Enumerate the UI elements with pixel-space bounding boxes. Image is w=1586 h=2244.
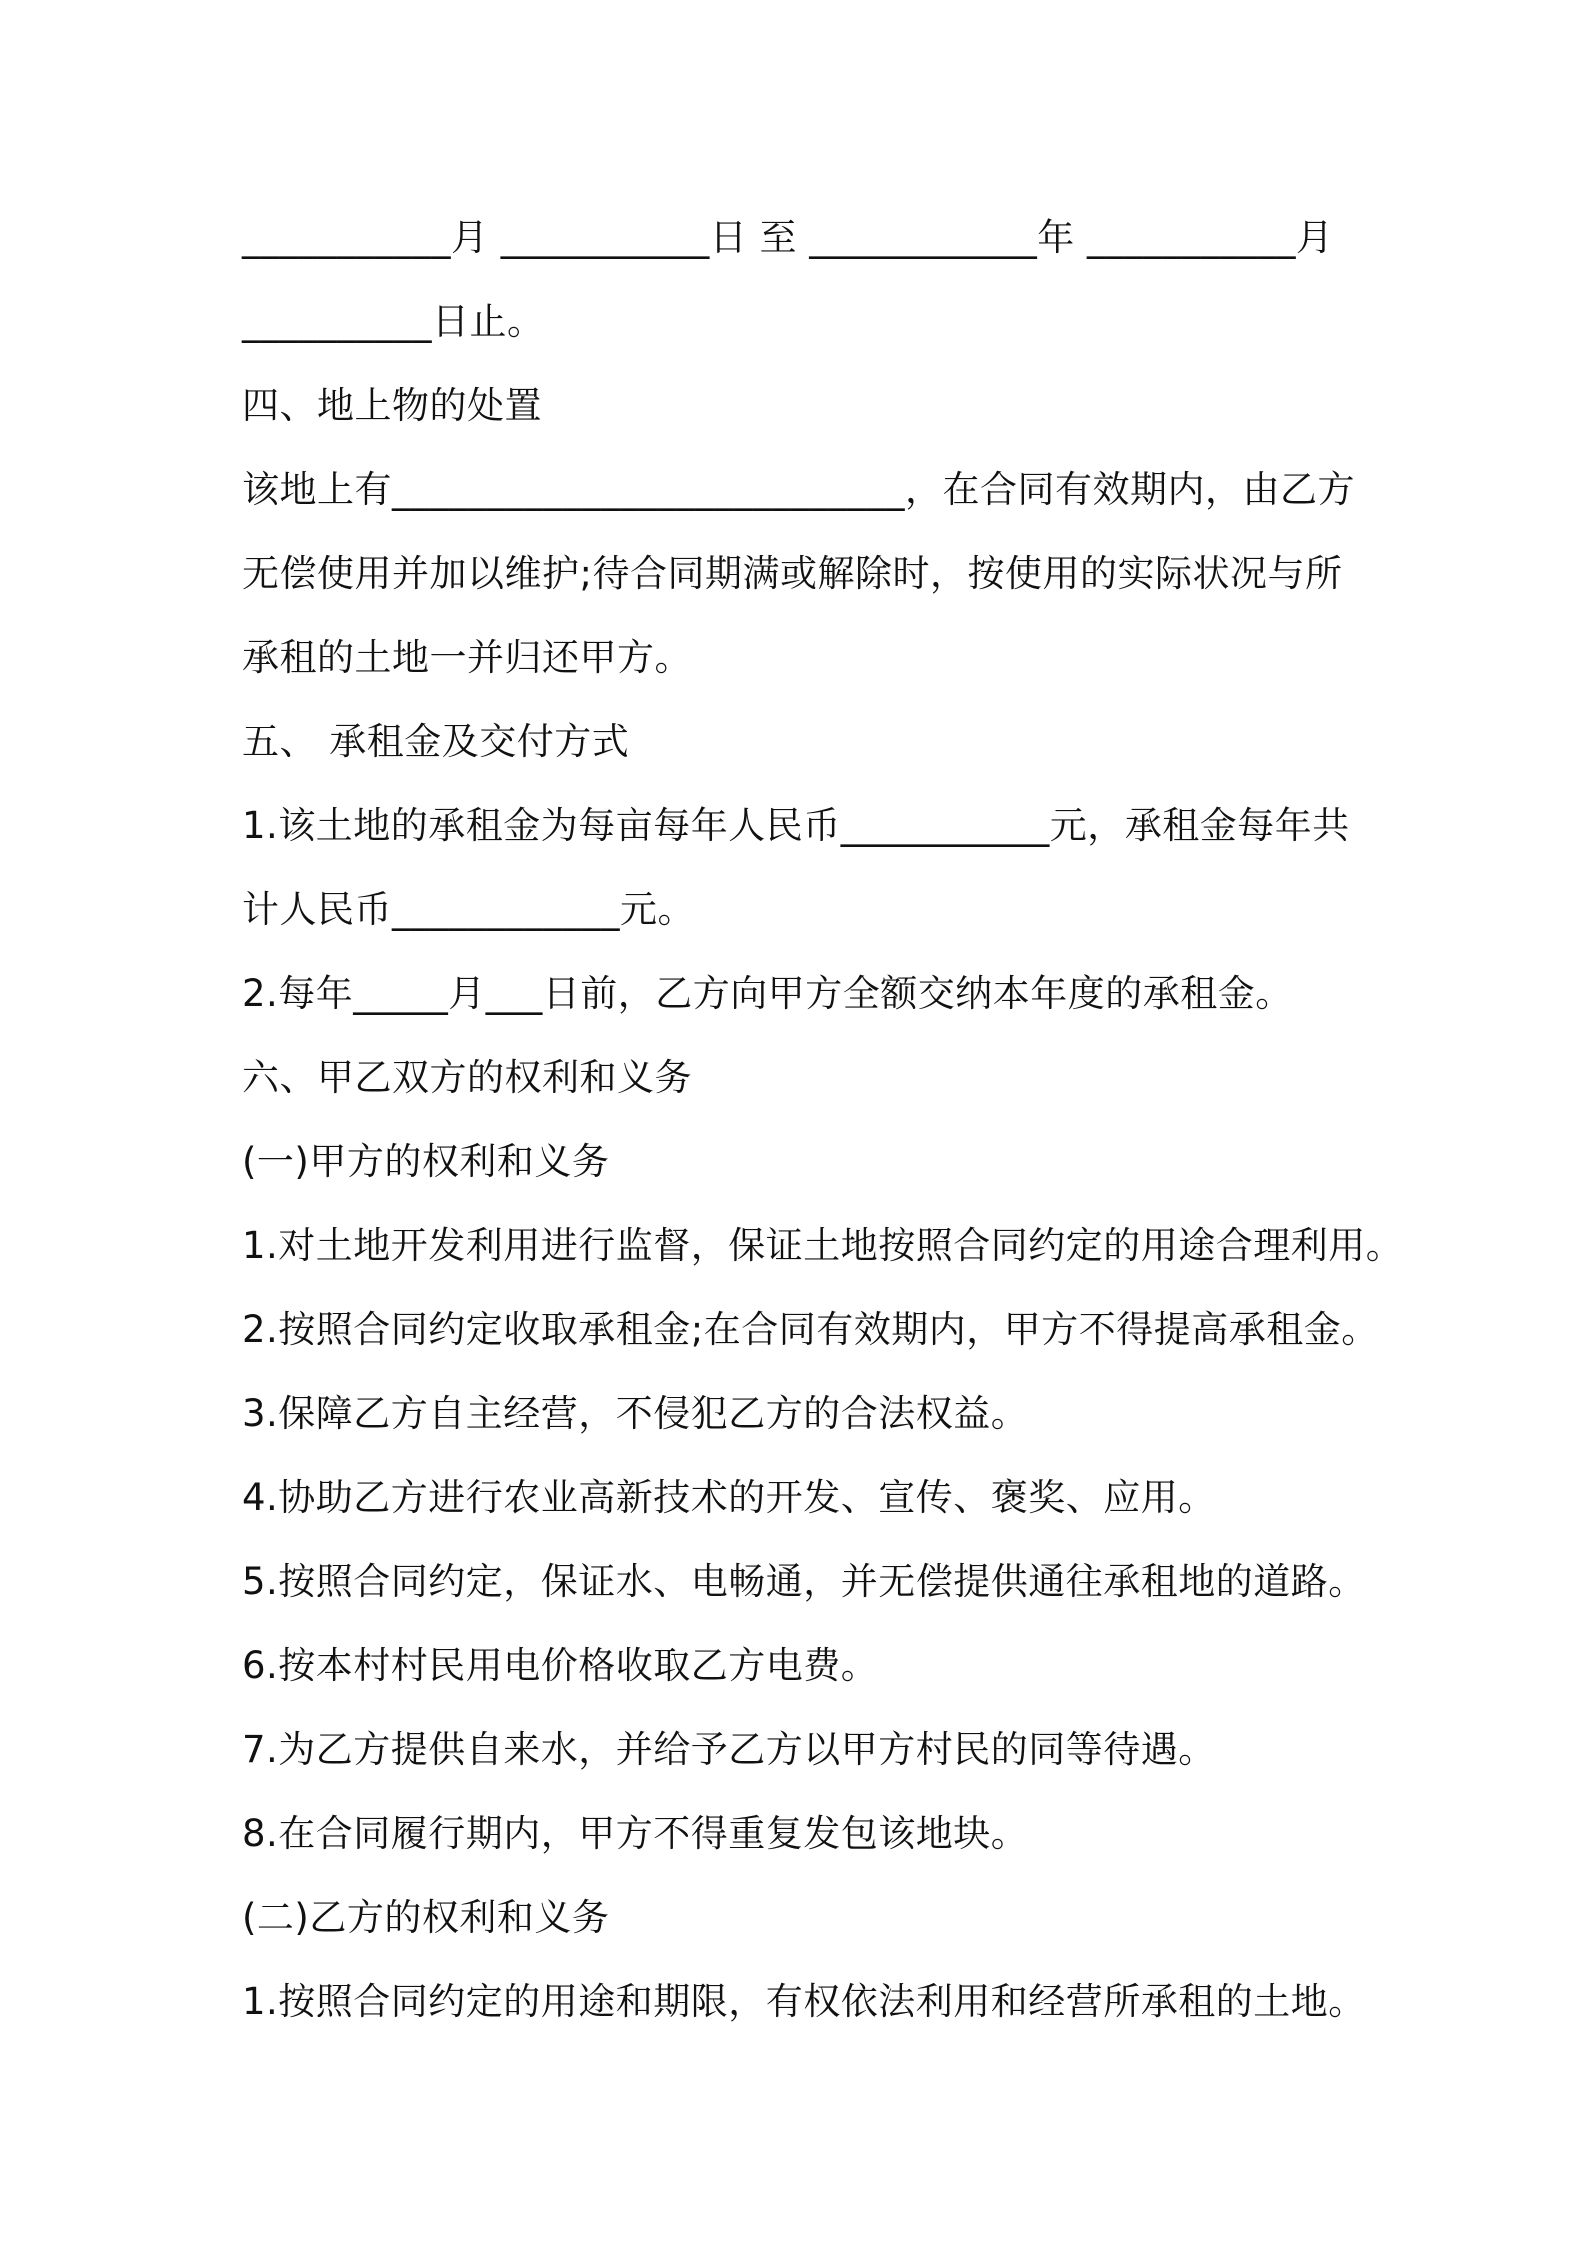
section-heading-6: 六、甲乙双方的权利和义务 [242, 1056, 692, 1099]
section-heading-5: 五、 承租金及交付方式 [242, 720, 630, 763]
list-item: 1.对土地开发利用进行监督，保证土地按照合同约定的用途合理利用。 [242, 1224, 1404, 1267]
list-item: 5.按照合同约定，保证水、电畅通，并无偿提供通往承租地的道路。 [242, 1560, 1366, 1603]
list-item: 4.协助乙方进行农业高新技术的开发、宣传、褒奖、应用。 [242, 1476, 1216, 1519]
list-item: 6.按本村村民用电价格收取乙方电费。 [242, 1644, 879, 1687]
paragraph-line: 承租的土地一并归还甲方。 [242, 636, 692, 679]
subsection-heading-party-a: (一)甲方的权利和义务 [242, 1140, 610, 1183]
list-item: 7.为乙方提供自来水，并给予乙方以甲方村民的同等待遇。 [242, 1728, 1216, 1771]
paragraph-line: 该地上有___________________________，在合同有效期内，由乙方 [242, 468, 1355, 511]
paragraph-line: 2.每年_____月___日前，乙方向甲方全额交纳本年度的承租金。 [242, 972, 1293, 1015]
paragraph-line: 无偿使用并加以维护;待合同期满或解除时，按使用的实际状况与所 [242, 552, 1343, 595]
paragraph-line: 计人民币____________元。 [242, 888, 695, 931]
section-heading-4: 四、地上物的处置 [242, 384, 542, 427]
text-line-date-end: __________日止。 [242, 300, 545, 343]
list-item: 2.按照合同约定收取承租金;在合同有效期内，甲方不得提高承租金。 [242, 1308, 1379, 1351]
list-item: 1.按照合同约定的用途和期限，有权依法利用和经营所承租的土地。 [242, 1980, 1366, 2023]
list-item: 8.在合同履行期内，甲方不得重复发包该地块。 [242, 1812, 1029, 1855]
text-line-date-range: ___________月 ___________日 至 ____________年 ___________月 [242, 216, 1334, 259]
subsection-heading-party-b: (二)乙方的权利和义务 [242, 1896, 610, 1939]
list-item: 3.保障乙方自主经营，不侵犯乙方的合法权益。 [242, 1392, 1029, 1435]
paragraph-line: 1.该土地的承租金为每亩每年人民币___________元，承租金每年共 [242, 804, 1350, 847]
document-body [242, 196, 1404, 2044]
